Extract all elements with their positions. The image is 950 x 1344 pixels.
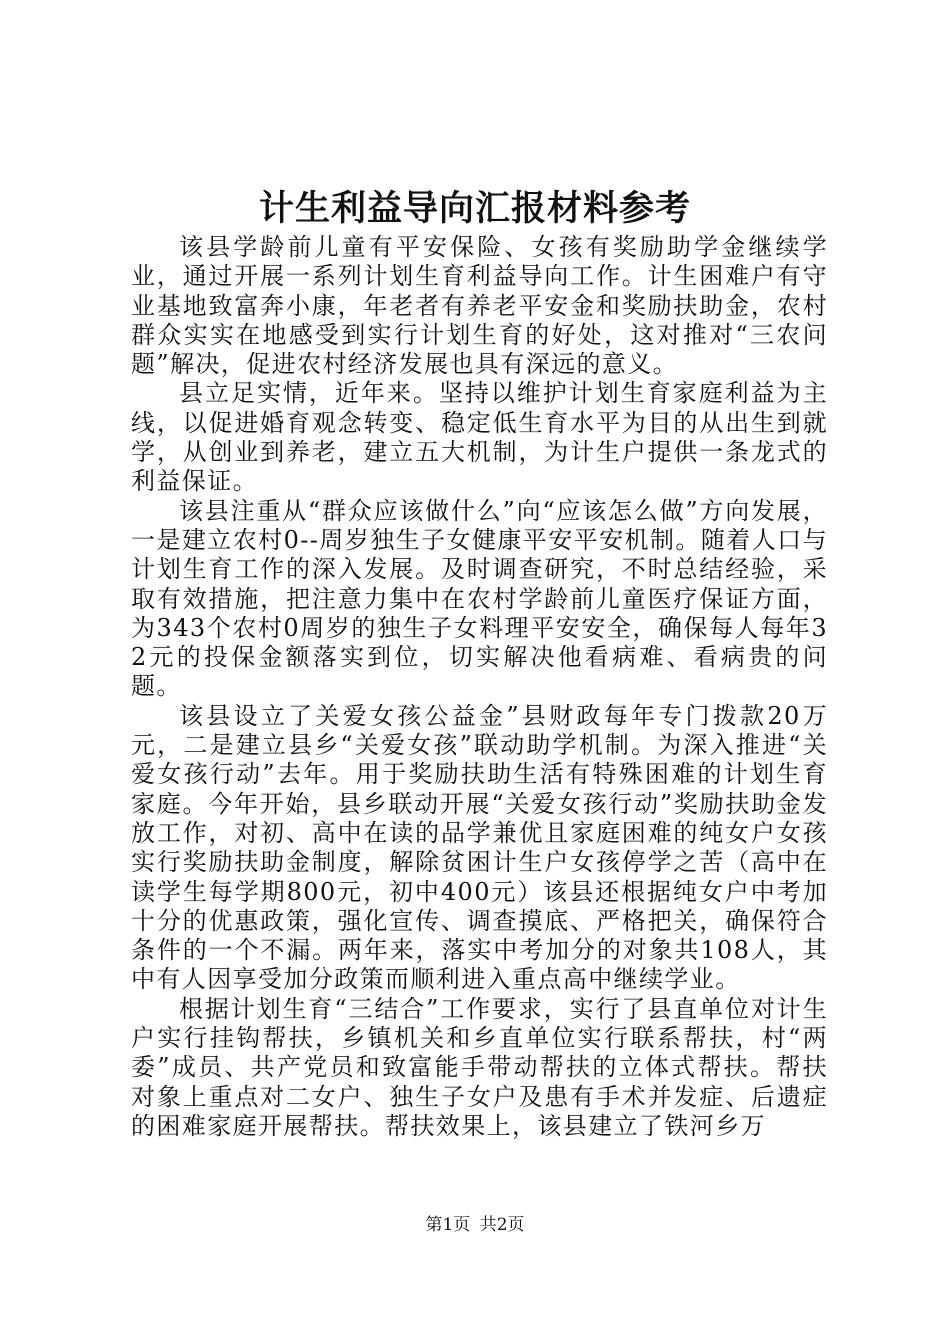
document-title: 计生利益导向汇报材料参考	[258, 188, 691, 229]
page-total: 共2页	[479, 1215, 525, 1235]
page-number: 第1页	[425, 1215, 471, 1235]
paragraph-4: 该县设立了关爱女孩公益金”县财政每年专门拨款20万元，二是建立县乡“关爱女孩”联动助学机制。为深入推进“关爱女孩行动”去年。用于奖励扶助生活有特殊困难的计划生育家庭。今年开始，县乡联动开展“关爱女孩行动”奖励扶助金发放工作，对初、高中在读的品学兼优且家庭困难的纯女户女孩实行奖励扶助金制度，解除贫困计生户女孩停学之苦（高中在读学生每学期800元，初中400元）该县还根据纯女户中考加十分的优惠政策，强化宣传、调查摸底、严格把关，确保符合条件的一个不漏。两年来，落实中考加分的对象共108人，其中有人因享受加分政策而顺利进入重点高中继续学业。	[131, 701, 828, 994]
paragraph-3: 该县注重从“群众应该做什么”向“应该怎么做”方向发展，一是建立农村0--周岁独生子女健康平安平安机制。随着人口与计划生育工作的深入发展。及时调查研究，不时总结经验，采取有效措施，把注意力集中在农村学龄前儿童医疗保证方面，为343个农村0周岁的独生子女料理平安安全，确保每人每年32元的投保金额落实到位，切实解决他看病难、看病贵的问题。	[131, 496, 828, 701]
paragraph-2: 县立足实情，近年来。坚持以维护计划生育家庭利益为主线，以促进婚育观念转变、稳定低生育水平为目的从出生到就学，从创业到养老，建立五大机制，为计生户提供一条龙式的利益保证。	[131, 379, 828, 496]
paragraph-5: 根据计划生育“三结合”工作要求，实行了县直单位对计生户实行挂钩帮扶，乡镇机关和乡直单位实行联系帮扶，村“两委”成员、共产党员和致富能手带动帮扶的立体式帮扶。帮扶对象上重点对二女户、独生子女户及患有手术并发症、后遗症的困难家庭开展帮扶。帮扶效果上，该县建立了铁河乡万	[131, 994, 828, 1140]
paragraph-1: 该县学龄前儿童有平安保险、女孩有奖励助学金继续学业，通过开展一系列计划生育利益导向工作。计生困难户有守业基地致富奔小康，年老者有养老平安金和奖励扶助金，农村群众实实在地感受到实行计划生育的好处，这对推对“三农问题”解决，促进农村经济发展也具有深远的意义。	[131, 233, 828, 379]
document-body	[131, 233, 828, 1141]
page-footer	[0, 1214, 950, 1236]
